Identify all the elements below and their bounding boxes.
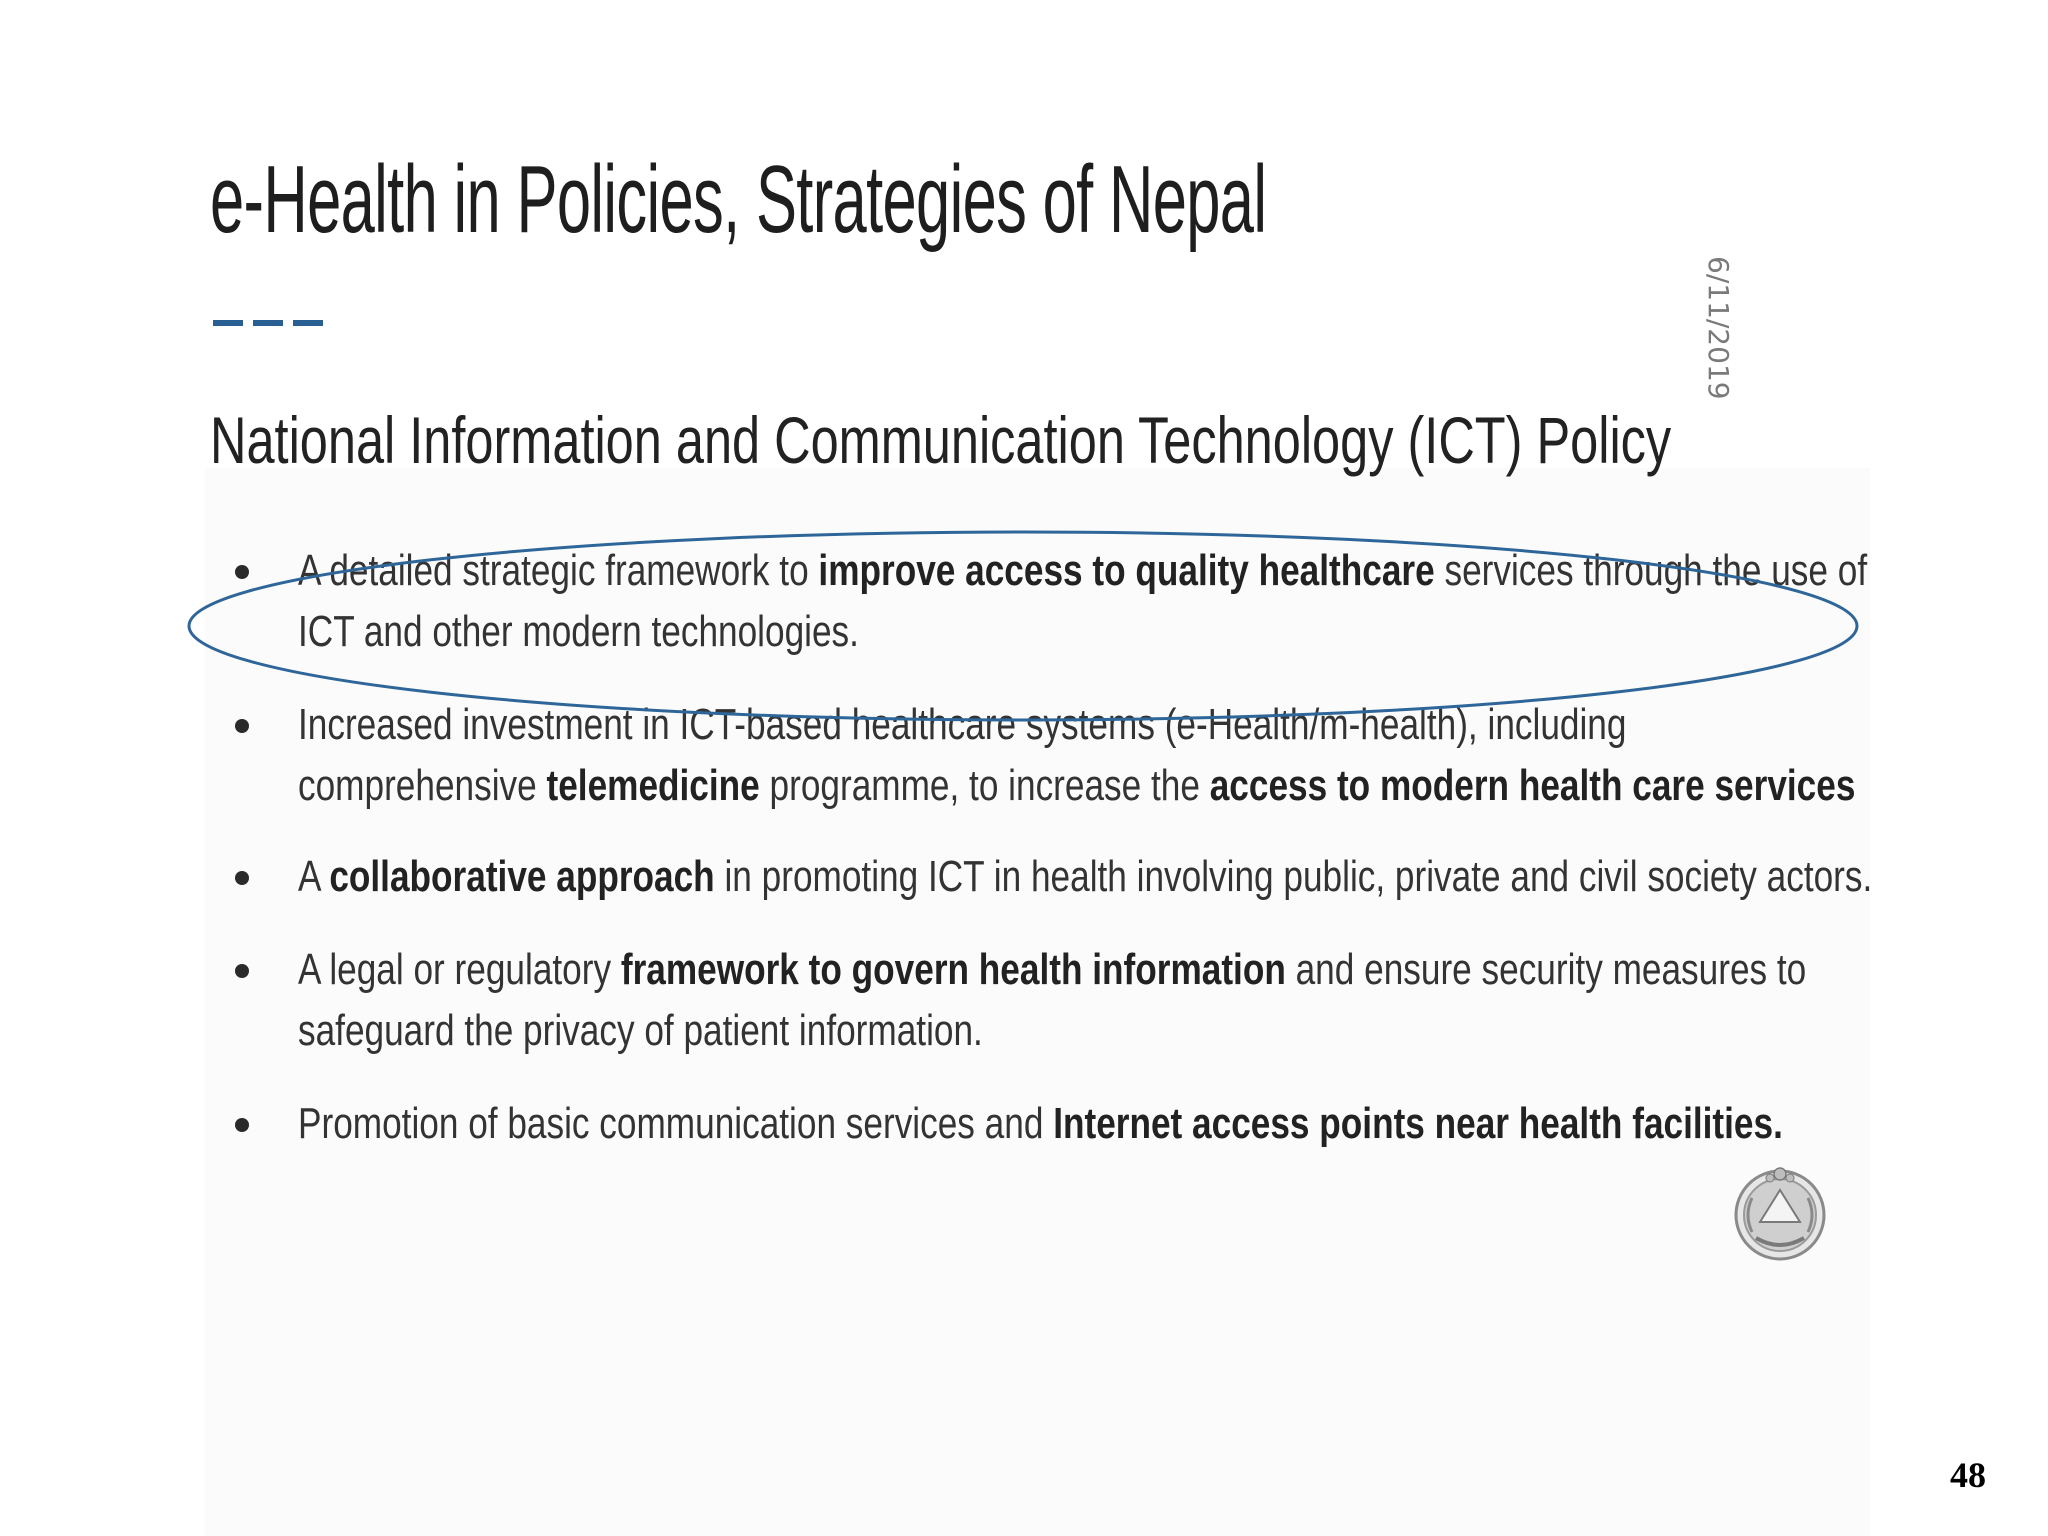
bullet-emphasis: collaborative approach	[329, 852, 715, 901]
bullet-emphasis: improve access to quality healthcare	[818, 546, 1435, 595]
bullet-segment: programme, to increase the	[759, 761, 1210, 810]
bullet-line	[298, 846, 1872, 907]
page-number: 48	[1950, 1455, 1986, 1495]
bullet-text	[298, 1093, 1783, 1154]
bullet-emphasis: framework to govern health information	[620, 945, 1286, 994]
bullet-segment: A detailed strategic framework to	[298, 546, 819, 595]
slide-title: e-Health in Policies, Strategies of Nepal	[210, 146, 1267, 253]
bullet-segment: Increased investment in ICT-based healthcare systems (e-Health/m-health), including	[298, 700, 1627, 749]
bullet-segment: A legal or regulatory	[298, 945, 621, 994]
title-underline-dashes	[213, 320, 323, 326]
slide-date: 6/11/2019	[1702, 256, 1735, 400]
dash	[293, 320, 323, 326]
bullet-line	[298, 939, 1806, 1000]
dash	[253, 320, 283, 326]
bullet-line	[298, 1000, 1806, 1061]
bullet-text	[298, 846, 1872, 907]
bullet-line	[298, 540, 1867, 601]
bullet-line	[298, 694, 1855, 755]
bullet-segment: comprehensive	[298, 761, 547, 810]
bullet-segment: and ensure security measures to	[1285, 945, 1807, 994]
dash	[213, 320, 243, 326]
slide-subtitle: National Information and Communication Technology (ICT) Policy	[210, 403, 1672, 477]
bullet-segment: services through the use of	[1434, 546, 1868, 595]
bullet-line	[298, 1093, 1783, 1154]
bullet-dot-icon	[235, 719, 249, 733]
bullet-dot-icon	[235, 871, 249, 885]
bullet-dot-icon	[235, 565, 249, 579]
bullet-segment: ICT and other modern technologies.	[298, 607, 859, 656]
bullet-dot-icon	[235, 1118, 249, 1132]
nepal-government-emblem-icon	[1730, 1160, 1830, 1270]
bullet-emphasis: telemedicine	[546, 761, 760, 810]
bullet-segment: A	[298, 852, 330, 901]
bullet-text	[298, 694, 1855, 816]
bullet-dot-icon	[235, 964, 249, 978]
bullet-segment: Promotion of basic communication services and	[298, 1099, 1054, 1148]
bullet-segment: in promoting ICT in health involving public, private and civil society actors.	[714, 852, 1873, 901]
bullet-emphasis: access to modern health care services	[1209, 761, 1856, 810]
bullet-text	[298, 540, 1867, 662]
bullet-emphasis: Internet access points near health facilities.	[1053, 1099, 1783, 1148]
bullet-line	[298, 755, 1855, 816]
bullet-line	[298, 601, 1867, 662]
bullet-segment: safeguard the privacy of patient information.	[298, 1006, 983, 1055]
bullet-text	[298, 939, 1806, 1061]
